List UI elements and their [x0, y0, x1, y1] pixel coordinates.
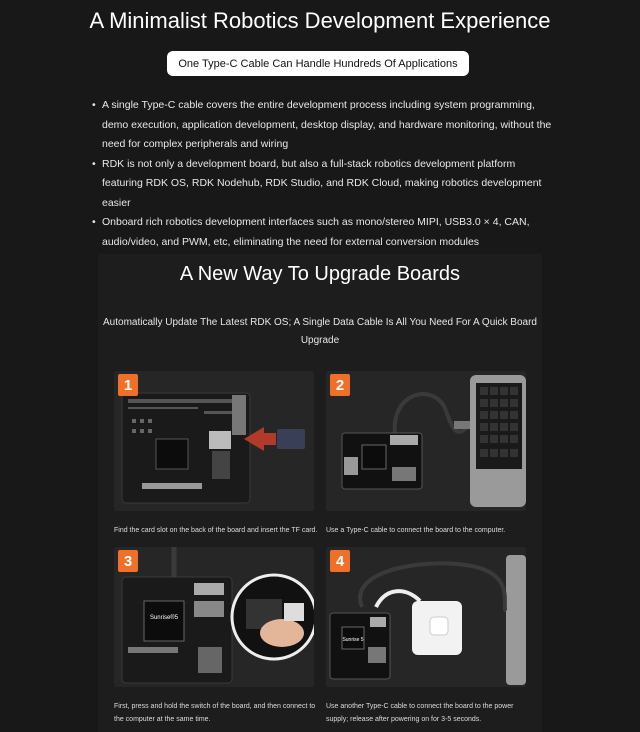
feature-list	[92, 96, 552, 252]
step-caption: First, press and hold the switch of the board, and then connect to the computer at the same time.	[114, 703, 316, 723]
board-power-illustration	[326, 547, 526, 687]
page-title: A Minimalist Robotics Development Experience	[89, 8, 551, 33]
chip-label: Sunrise®5	[149, 615, 179, 621]
section-title: A New Way To Upgrade Boards	[179, 263, 461, 285]
step-1-image	[114, 371, 314, 511]
step-2-image	[326, 371, 526, 511]
board-switch-illustration	[114, 547, 314, 687]
feature-item: • A single Type-C cable covers the entire development process including system programming, demo execution, application development, desktop display, and hardware monitoring, without the need for complex peripherals and wiring	[92, 96, 552, 155]
step-caption: Use a Type-C cable to connect the board to the computer.	[326, 527, 506, 534]
section-subtitle: Automatically Update The Latest RDK OS; A Single Data Cable Is All You Need For A Quick Board Upgrade	[103, 317, 537, 346]
feature-item: • Onboard rich robotics development interfaces such as mono/stereo MIPI, USB3.0 × 4, CAN, audio/video, and PWM, etc, eliminating the need for external conversion modules	[92, 213, 552, 252]
step-number-badge: 1	[118, 374, 138, 396]
board-laptop-illustration	[326, 371, 526, 511]
step-caption: Find the card slot on the back of the board and insert the TF card.	[114, 527, 318, 534]
step-number-badge: 2	[330, 374, 350, 396]
board-tf-card-illustration	[114, 371, 314, 511]
step-caption: Use another Type-C cable to connect the board to the power supply; release after powering on for 3-5 seconds.	[326, 703, 514, 723]
chip-label-small: Sunrise 5	[342, 637, 364, 643]
cable-badge: One Type-C Cable Can Handle Hundreds Of Applications	[167, 51, 469, 76]
step-number-badge: 4	[330, 550, 350, 572]
feature-item: • RDK is not only a development board, but also a full-stack robotics development platform featuring RDK OS, RDK Nodehub, RDK Studio, and RDK Cloud, making robotics development easier	[92, 155, 552, 214]
step-number-badge: 3	[118, 550, 138, 572]
step-3-image	[114, 547, 314, 687]
step-4-image	[326, 547, 526, 687]
